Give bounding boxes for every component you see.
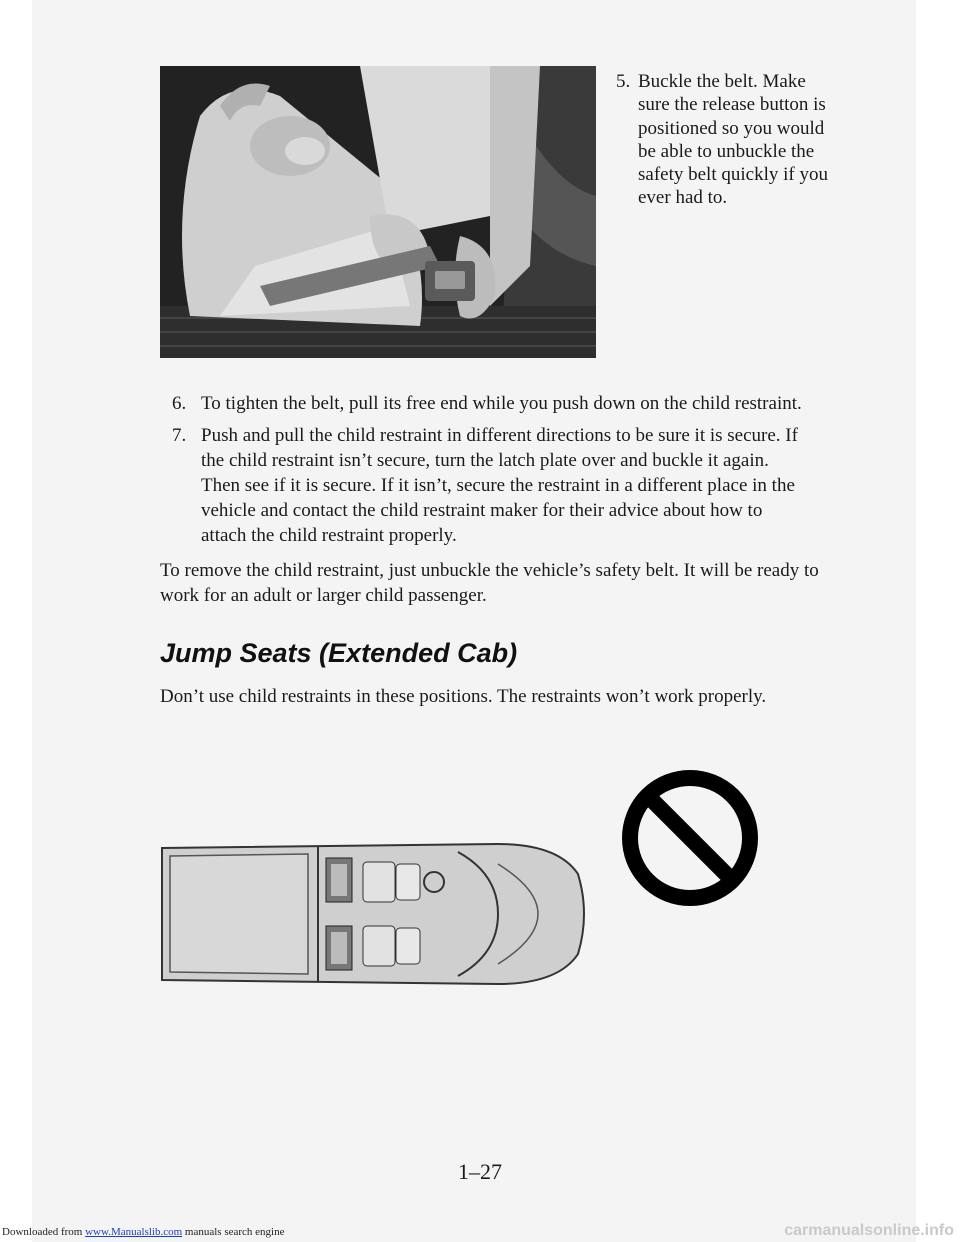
step-list: [172, 391, 812, 555]
step-number: 6.: [172, 393, 187, 414]
step-5: [616, 70, 836, 210]
body-paragraph: To remove the child restraint, just unbuckle the vehicle’s safety belt. It will be ready to work for an adult or larger child passenger.: [160, 560, 819, 606]
child-seat-buckle-photo: [160, 66, 596, 358]
download-footer: [2, 1226, 284, 1238]
step-number: 5.: [616, 71, 631, 92]
step-text: Buckle the belt. Make sure the release button is positioned so you would be able to unbuckle the safety belt quickly if you ever had to.: [638, 71, 828, 209]
extended-cab-jump-seat-diagram: [158, 834, 598, 994]
list-item: [172, 423, 812, 548]
list-item: [172, 391, 812, 416]
footer-prefix: Downloaded from: [2, 1226, 83, 1238]
manualslib-link[interactable]: www.Manualslib.com: [85, 1226, 183, 1238]
footer-suffix: manuals search engine: [184, 1226, 285, 1238]
step-number: 7.: [172, 425, 187, 446]
page-number: 1–27: [458, 1159, 502, 1184]
prohibited-icon: [618, 768, 762, 908]
step-text: Push and pull the child restraint in different directions to be sure it is secure. If the child restraint isn’t secure, turn the latch plate over and buckle it again. Then see if it is secure. If it isn’t, secure the restraint in a different place in the vehicle and contact the child restraint maker for their advice about how to attach the child restraint properly.: [201, 425, 798, 546]
section-heading: Jump Seats (Extended Cab): [160, 638, 518, 668]
body-paragraph-2: Don’t use child restraints in these positions. The restraints won’t work properly.: [160, 686, 767, 707]
step-text: To tighten the belt, pull its free end while you push down on the child restraint.: [201, 393, 802, 414]
watermark: carmanualsonline.info: [784, 1222, 954, 1239]
